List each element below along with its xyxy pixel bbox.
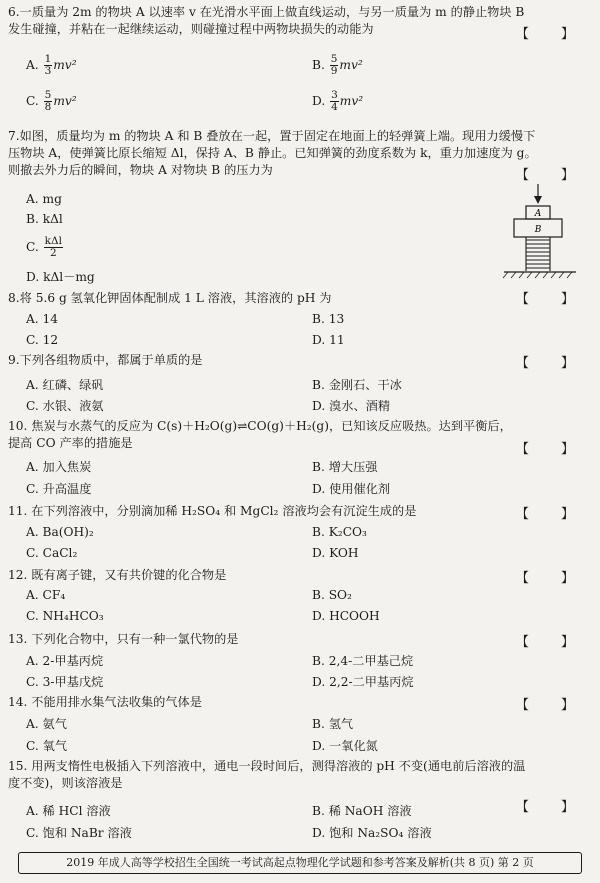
- question-15-stem-line2: 度不变)，则该溶液是: [8, 776, 123, 790]
- q10-option-a: A. 加入焦炭: [26, 460, 92, 474]
- q8-option-d: D. 11: [312, 333, 345, 347]
- q12-option-d: D. HCOOH: [312, 609, 380, 623]
- answer-bracket: 【 】: [515, 571, 588, 586]
- option-expression: mv²: [53, 58, 77, 72]
- fraction: [44, 236, 63, 259]
- q15-option-d: D. 饱和 Na₂SO₄ 溶液: [312, 826, 432, 840]
- numerator: 5: [44, 89, 52, 101]
- answer-bracket: 【 】: [515, 168, 588, 183]
- q6-option-c: [26, 90, 77, 113]
- q12-option-b: B. SO₂: [312, 588, 352, 602]
- denominator: 2: [49, 247, 57, 259]
- question-12: [8, 567, 592, 584]
- fraction: [330, 54, 339, 77]
- question-15: [8, 758, 592, 792]
- fraction: [44, 90, 53, 113]
- q15-option-a: A. 稀 HCl 溶液: [26, 804, 111, 818]
- question-13-stem: 13. 下列化合物中，只有一种一氯代物的是: [8, 632, 239, 646]
- denominator: 4: [331, 101, 338, 113]
- block-a-label: A: [534, 209, 542, 219]
- option-expression: mv²: [53, 94, 77, 108]
- answer-bracket: 【 】: [515, 442, 588, 457]
- denominator: 9: [330, 65, 338, 77]
- question-8-stem: 8.将 5.6 g 氢氧化钾固体配制成 1 L 溶液，其溶液的 pH 为: [8, 291, 332, 305]
- q14-option-c: C. 氧气: [26, 739, 68, 753]
- question-10-stem-line1: 10. 焦炭与水蒸气的反应为 C(s)＋H₂O(g)⇌CO(g)＋H₂(g)，已知该反应吸热。达到平衡后，: [8, 419, 512, 433]
- answer-bracket: 【 】: [515, 27, 588, 42]
- spring: [526, 237, 550, 271]
- q11-option-d: D. KOH: [312, 546, 359, 560]
- question-14-stem: 14. 不能用排水集气法收集的气体是: [8, 695, 202, 709]
- numerator: 5: [330, 53, 338, 65]
- q9-option-b: B. 金刚石、干冰: [312, 378, 402, 392]
- q10-option-b: B. 增大压强: [312, 460, 378, 474]
- option-expression: mv²: [339, 94, 364, 108]
- q14-option-d: D. 一氧化氮: [312, 739, 378, 753]
- question-8: [8, 290, 592, 307]
- q7-option-b: B. kΔl: [26, 212, 63, 226]
- q7-option-d: D. kΔl－mg: [26, 270, 95, 284]
- ground-hatching: [503, 272, 572, 278]
- answer-bracket: 【 】: [515, 635, 588, 650]
- q8-option-b: B. 13: [312, 312, 345, 326]
- block-b-label: B: [534, 225, 542, 235]
- question-6-stem-line2: 发生碰撞，并粘在一起继续运动，则碰撞过程中两物块损失的动能为: [8, 22, 374, 36]
- q7-option-a: A. mg: [26, 192, 62, 206]
- option-label: D.: [312, 94, 326, 108]
- question-7-stem-line2: 压物块 A，使弹簧比原长缩短 Δl，保持 A、B 静止。已知弹簧的劲度系数为 k，重力加速度为 g。: [8, 146, 537, 160]
- question-9-stem: 9.下列各组物质中，都属于单质的是: [8, 353, 203, 367]
- denominator: 8: [44, 101, 52, 113]
- spring-block-diagram: [500, 184, 584, 282]
- question-10-stem-line2: 提高 CO 产率的措施是: [8, 436, 133, 450]
- numerator: kΔl: [44, 235, 62, 247]
- q13-option-d: D. 2,2-二甲基丙烷: [312, 675, 414, 689]
- q14-option-a: A. 氨气: [26, 717, 67, 731]
- q7-option-c: [26, 236, 64, 259]
- question-12-stem: 12. 既有离子键，又有共价键的化合物是: [8, 568, 227, 582]
- answer-bracket: 【 】: [515, 292, 588, 307]
- q12-option-c: C. NH₄HCO₃: [26, 609, 104, 623]
- numerator: 3: [331, 89, 338, 101]
- question-11-stem: 11. 在下列溶液中，分别滴加稀 H₂SO₄ 和 MgCl₂ 溶液均会有沉淀生成的是: [8, 504, 417, 518]
- q10-option-c: C. 升高温度: [26, 482, 92, 496]
- question-11: [8, 503, 592, 520]
- option-label: C.: [26, 240, 39, 254]
- q11-option-c: C. CaCl₂: [26, 546, 78, 560]
- question-15-stem-line1: 15. 用两支惰性电极插入下列溶液中，通电一段时间后，测得溶液的 pH 不变(通电前后溶液的温: [8, 759, 526, 773]
- q6-option-d: [312, 90, 363, 113]
- question-14: [8, 694, 592, 711]
- q13-option-a: A. 2-甲基丙烷: [26, 654, 104, 668]
- q9-option-c: C. 水银、液氨: [26, 399, 104, 413]
- question-7-stem-line3: 则撤去外力后的瞬间，物块 A 对物块 B 的压力为: [8, 163, 273, 177]
- question-6: [8, 4, 592, 38]
- q9-option-a: A. 红磷、绿矾: [26, 378, 104, 392]
- answer-bracket: 【 】: [515, 507, 588, 522]
- fraction: [44, 54, 53, 77]
- option-label: C.: [26, 94, 39, 108]
- option-expression: mv²: [339, 58, 363, 72]
- q6-option-b: [312, 54, 363, 77]
- q15-option-b: B. 稀 NaOH 溶液: [312, 804, 412, 818]
- q15-option-c: C. 饱和 NaBr 溶液: [26, 826, 132, 840]
- q9-option-d: D. 溴水、酒精: [312, 399, 391, 413]
- q13-option-b: B. 2,4-二甲基己烷: [312, 654, 414, 668]
- answer-bracket: 【 】: [515, 356, 588, 371]
- option-label: A.: [26, 58, 39, 72]
- force-arrow-head: [534, 196, 542, 204]
- answer-bracket: 【 】: [515, 800, 588, 815]
- q11-option-b: B. K₂CO₃: [312, 525, 367, 539]
- q6-option-a: [26, 54, 77, 77]
- numerator: 1: [44, 53, 52, 65]
- q11-option-a: A. Ba(OH)₂: [26, 525, 94, 539]
- q14-option-b: B. 氢气: [312, 717, 354, 731]
- question-7: [8, 128, 592, 179]
- q13-option-c: C. 3-甲基戊烷: [26, 675, 104, 689]
- q8-option-a: A. 14: [26, 312, 59, 326]
- question-6-stem-line1: 6.一质量为 2m 的物块 A 以速率 v 在光滑水平面上做直线运动，与另一质量为 m 的静止物块 B: [8, 5, 525, 19]
- question-10: [8, 418, 592, 452]
- q8-option-c: C. 12: [26, 333, 59, 347]
- question-13: [8, 631, 592, 648]
- option-label: B.: [312, 58, 325, 72]
- question-7-stem-line1: 7.如图，质量均为 m 的物块 A 和 B 叠放在一起，置于固定在地面上的轻弹簧上端。现用力缓慢下: [8, 129, 536, 143]
- question-9: [8, 352, 592, 369]
- denominator: 3: [44, 65, 52, 77]
- fraction: [330, 90, 339, 113]
- q10-option-d: D. 使用催化剂: [312, 482, 391, 496]
- answer-bracket: 【 】: [515, 698, 588, 713]
- q12-option-a: A. CF₄: [26, 588, 66, 602]
- page-footer: 2019 年成人高等学校招生全国统一考试高起点物理化学试题和参考答案及解析(共 8 页) 第 2 页: [18, 852, 582, 874]
